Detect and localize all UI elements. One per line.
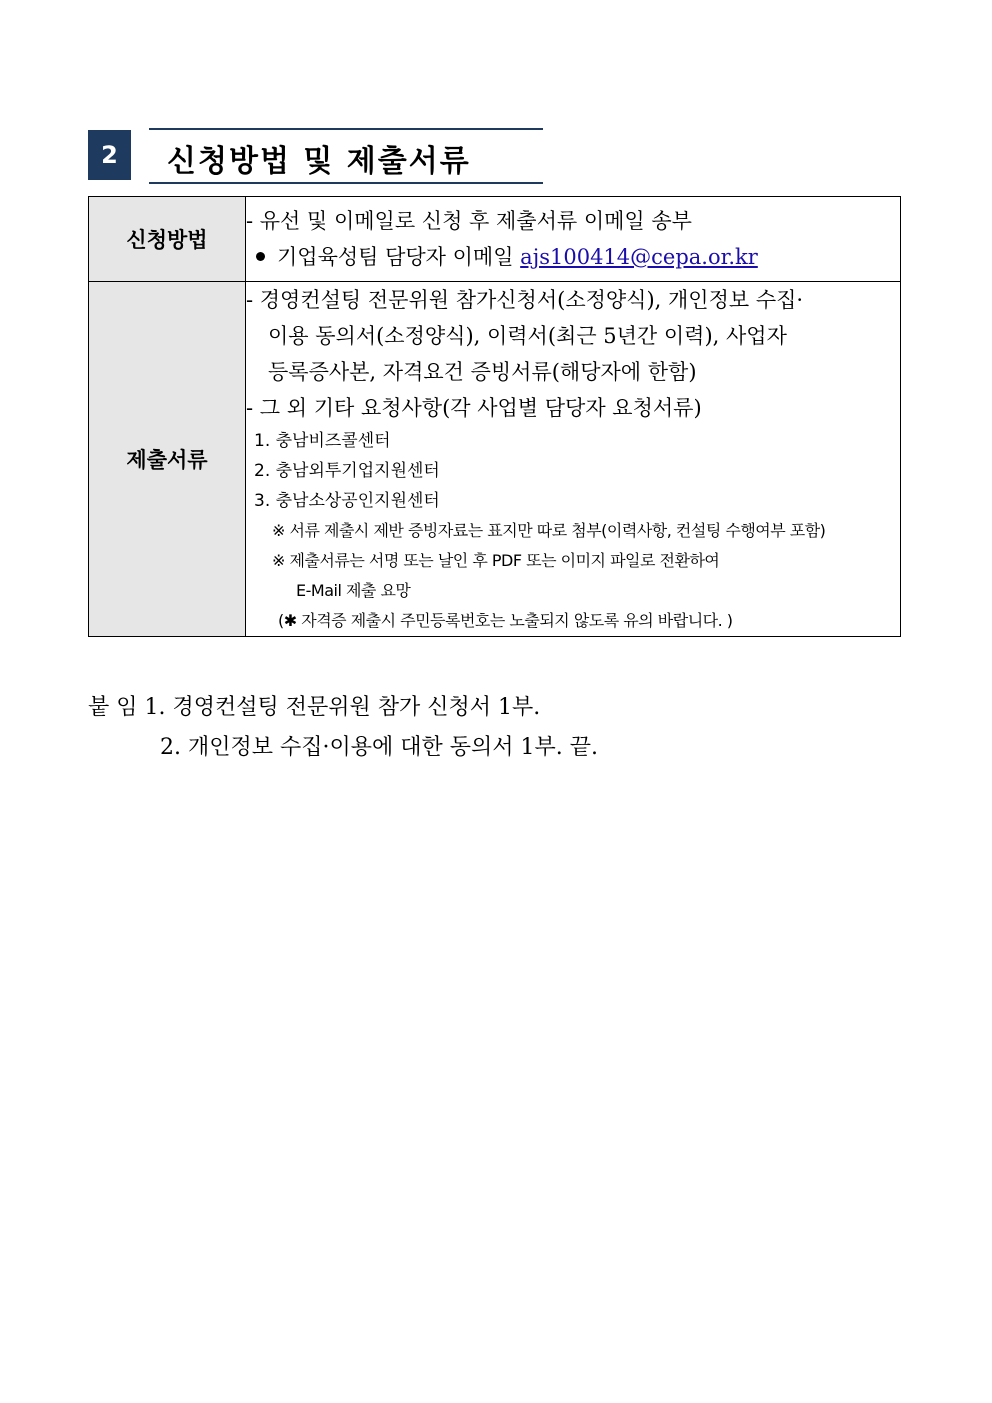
- note-pdf-convert: ※ 제출서류는 서명 또는 날인 후 PDF 또는 이미지 파일로 전환하여: [272, 551, 720, 570]
- label-method: 신청방법: [89, 197, 246, 282]
- section-title-box: [149, 128, 543, 184]
- email-link[interactable]: ajs100414@cepa.or.kr: [520, 245, 758, 269]
- method-line-2: [246, 239, 900, 275]
- list-item: 2. 충남외투기업지원센터: [254, 461, 440, 481]
- section-title: 신청방법 및 제출서류: [167, 144, 471, 179]
- note-attachment-cover: ※ 서류 제출시 제반 증빙자료는 표지만 따로 첨부(이력사항, 컨설팅 수행여부 포함): [272, 521, 826, 540]
- docs-line-3: 등록증사본, 자격요건 증빙서류(해당자에 한함): [268, 360, 697, 384]
- docs-line-2: 이용 동의서(소정양식), 이력서(최근 5년간 이력), 사업자: [268, 324, 787, 348]
- section-header: [88, 128, 544, 182]
- label-documents: 제출서류: [89, 282, 246, 637]
- table-row-documents: [89, 282, 901, 637]
- table-row-method: [89, 197, 901, 282]
- attachment-line-2: 2. 개인정보 수집·이용에 대한 동의서 1부. 끝.: [160, 735, 598, 760]
- content-method: [246, 197, 901, 282]
- method-line-1: - 유선 및 이메일로 신청 후 제출서류 이메일 송부: [246, 209, 692, 233]
- list-item: 3. 충남소상공인지원센터: [254, 491, 440, 511]
- note-email-submit: E-Mail 제출 요망: [296, 581, 411, 600]
- attachments: [88, 688, 598, 768]
- docs-line-4: - 그 외 기타 요청사항(각 사업별 담당자 요청서류): [246, 396, 702, 420]
- docs-line-1: - 경영컨설팅 전문위원 참가신청서(소정양식), 개인정보 수집·: [246, 288, 804, 312]
- note-resident-number: (✱ 자격증 제출시 주민등록번호는 노출되지 않도록 유의 바랍니다. ): [278, 611, 733, 630]
- list-item: 1. 충남비즈콜센터: [254, 431, 391, 451]
- attachment-line-1: 붙 임 1. 경영컨설팅 전문위원 참가 신청서 1부.: [88, 695, 541, 720]
- content-documents: [246, 282, 901, 637]
- bullet-icon: [256, 252, 265, 261]
- application-table: [88, 196, 901, 637]
- email-prefix: 기업육성팀 담당자 이메일: [277, 245, 521, 269]
- section-number: 2: [88, 130, 131, 180]
